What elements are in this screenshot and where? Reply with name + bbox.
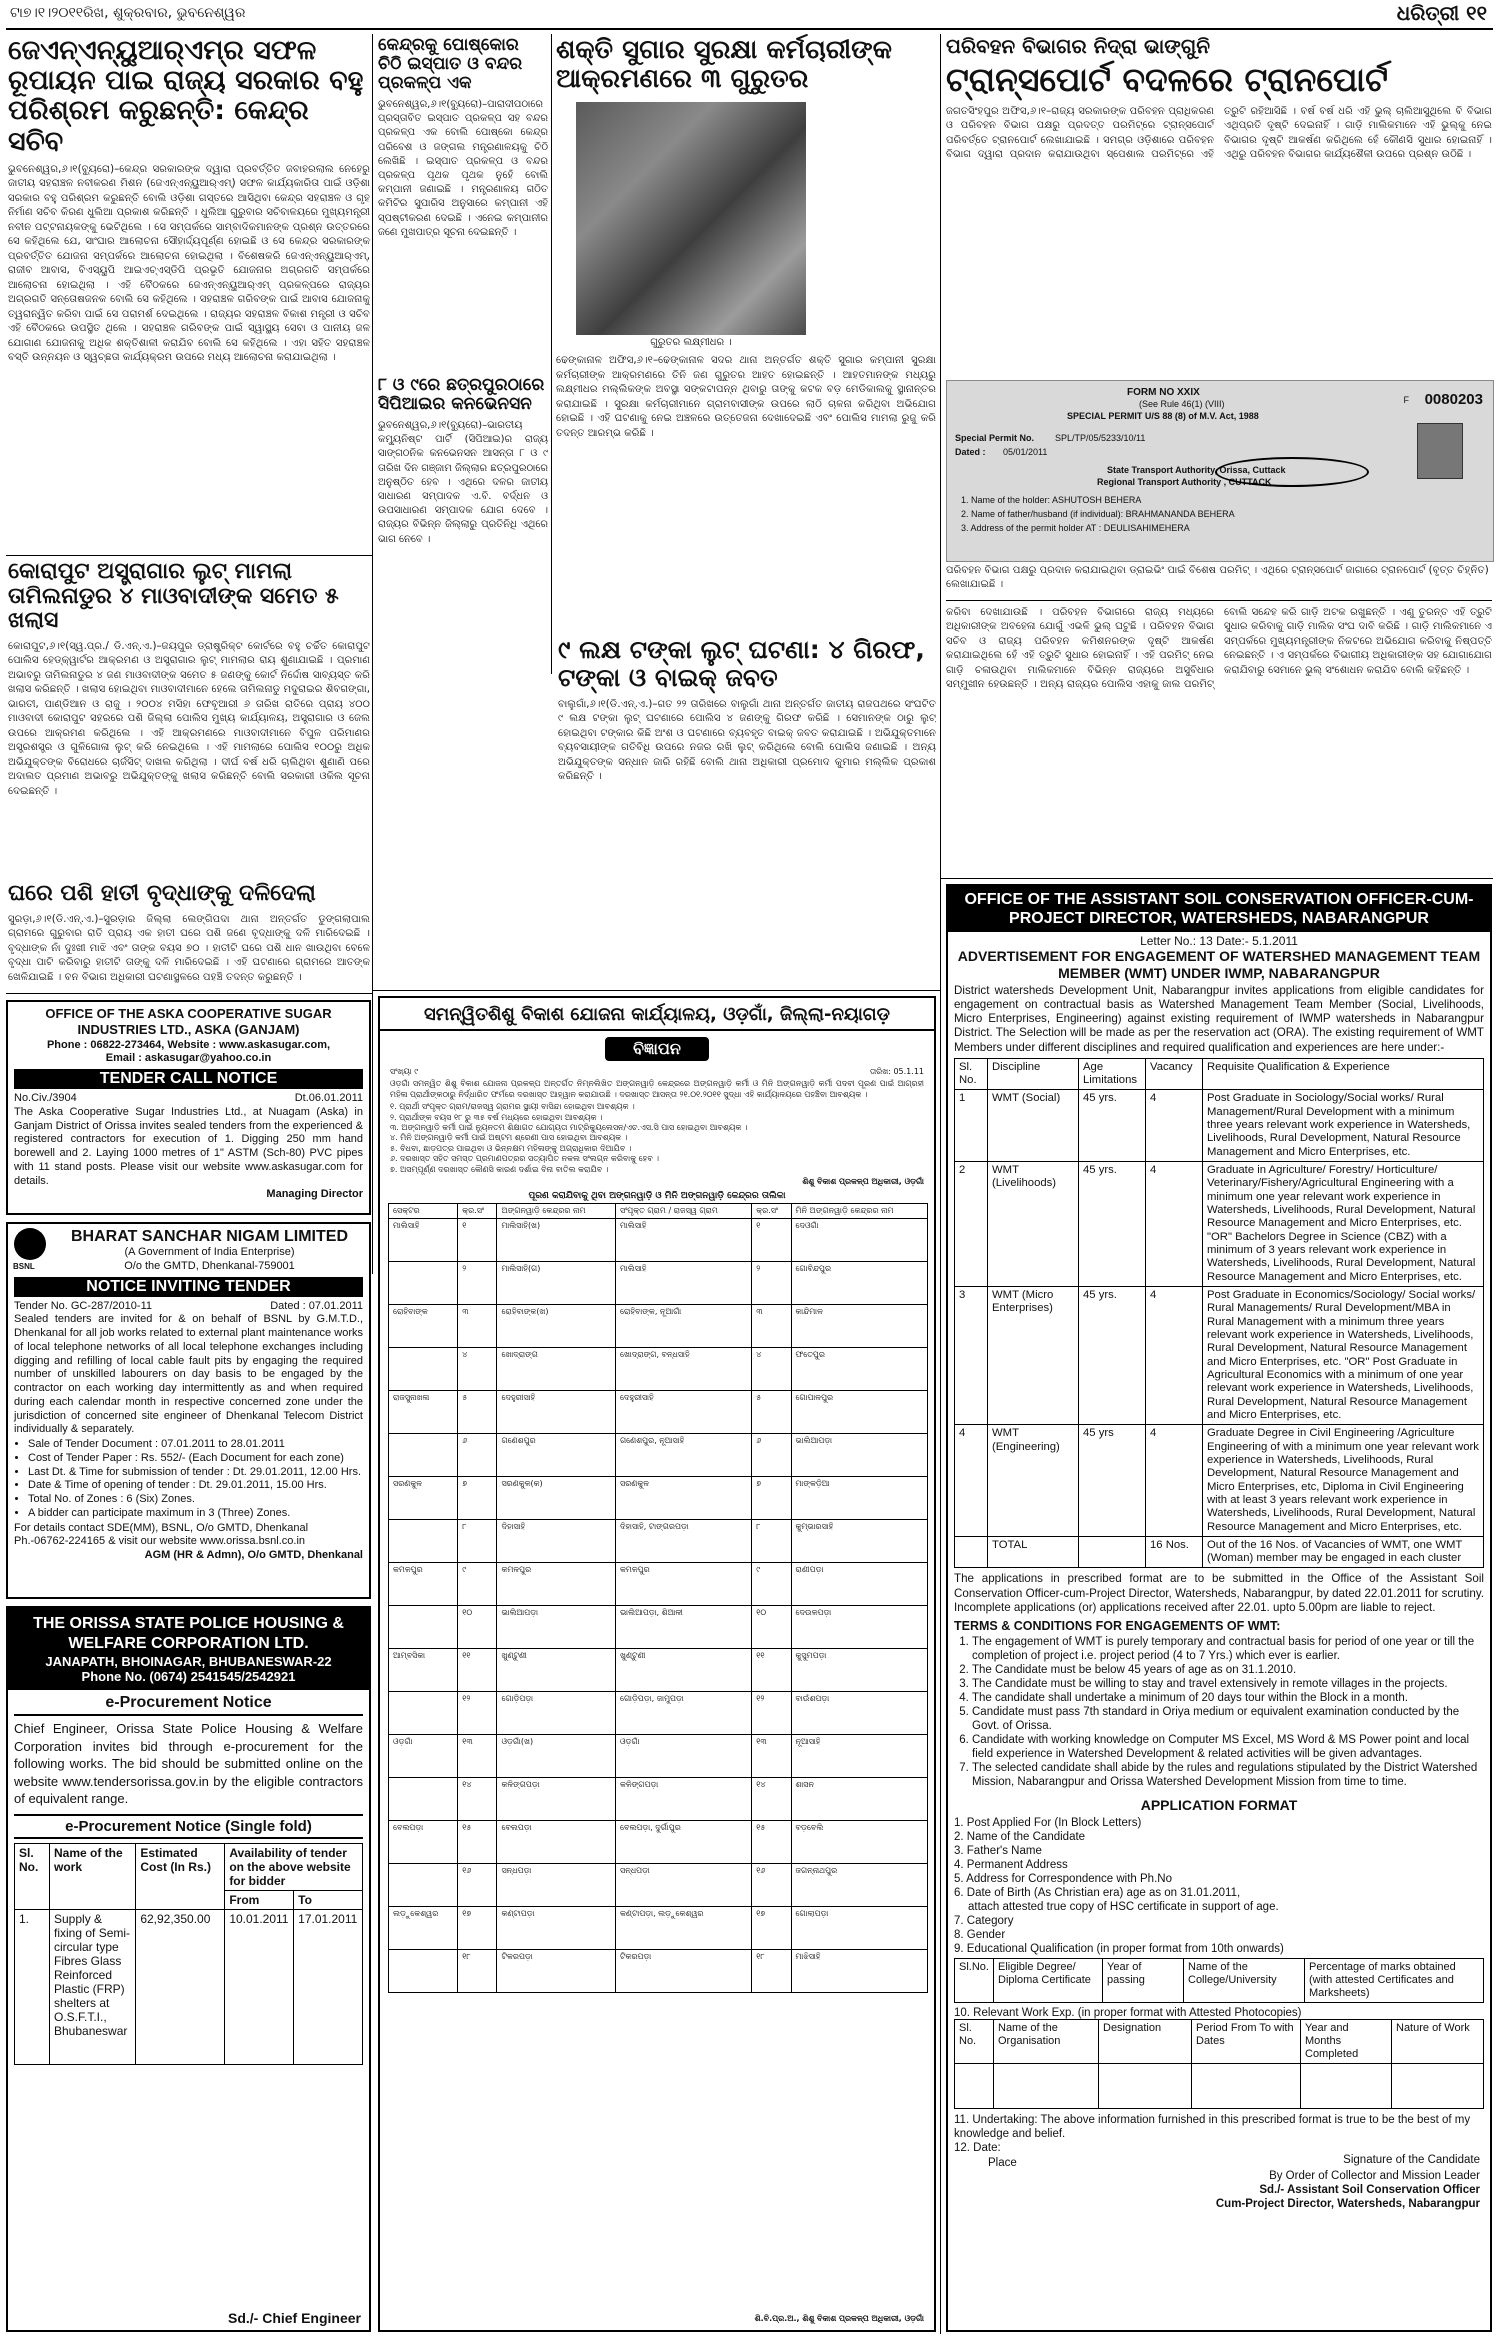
photo-injured-man — [576, 102, 806, 335]
table-row: ଲଡ଼ୁକେଶ୍ୱର ୧୭ କଣ୍ଟାପଡ଼ା କଣ୍ଟାପଡ଼ା, ଲଡ଼ୁକେଶ୍ୱର ୧୭ ଗୋଲାପଡ଼ା — [389, 1907, 928, 1950]
table-row: ୨ ମାଲିସାହି(ଗ) ମାଲିସାହି ୨ ଗୋବିନ୍ଦପୁର — [389, 1262, 928, 1305]
ad-intro: District watersheds Development Unit, Nabarangpur invites applications from eligible candidates for engagement on contractual basis as Watershed Management Team Member (Social, Livelihoods, Micro Enterprises, Engineering) against existing requirement of IWMP watersheds in Nabarangpur District. The Selection will be made as per the reservation act (ORA). The existing requirement of WMT Members under different disciplines and required qualification and experiences are here under:- — [954, 983, 1484, 1054]
ad-signatory: AGM (HR & Admn), O/o GMTD, Dhenkanal — [144, 1549, 363, 1561]
table-row: ୧୨ ଗୋଡ଼ିପଡ଼ା ଗୋଡ଼ିପଡ଼ା, ଜାମୁପଡ଼ା ୧୨ ବାଉଁଶପଡ଼ା — [389, 1692, 928, 1735]
list-item: ୧. ପ୍ରାର୍ଥୀ ସଂପୃକ୍ତ ଗ୍ରାମ/ରାଜସ୍ୱ ଗ୍ରାମର ସ୍ଥାୟୀ ବାସିନ୍ଦା ହୋଇଥିବା ଆବଶ୍ୟକ । — [390, 1102, 635, 1112]
header-from: From — [225, 1890, 294, 1909]
ad-ref: No.Civ./3904 — [14, 1092, 77, 1104]
ad-body: Sealed tenders are invited for & on behalf of BSNL by G.M.T.D., Dhenkanal for all job works related to external plant maintenance works of local telephone networks of all local telephone exchanges including digging and refilling of local cable fault pits by engaging the required number of unskilled labourers on day basis to be engaged by the contractor on each working day intermittently as and when required during each calendar month in respective concerned zone under the jurisdiction of concerned site engineer of Dhenkanal Telecom District individually & separately. — [14, 1313, 363, 1436]
article-body-top: ଜଗତସିଂହପୁର ଅଫିସ,୬।୧–ରାଜ୍ୟ ସରକାରଙ୍କ ପରିବହନ ପ୍ରାଧିକରଣ ଓ ପରିବହନ ବିଭାଗ ପକ୍ଷରୁ ପ୍ରଦତ୍ତ ପରମିଟ୍‌ରେ ଟ୍ରାନ୍ସପୋର୍ଟ ପରିବର୍ତ୍ତେ ଟ୍ରାନପୋର୍ଟ ଲେଖାଯାଇଛି । ସମଗ୍ର ଓଡ଼ିଶାରେ ପରିବହନ ବିଭାଗ ଦ୍ୱାରା ପ୍ରଦାନ କରାଯାଉଥିବା ସ୍ପେଶାଲ ପରମିଟ୍‌ରେ ଏହି ତ୍ରୁଟି ରହିଆସିଛି । ବର୍ଷ ବର୍ଷ ଧରି ଏହି ଭୁଲ୍‌ ଚାଲିଆସୁଥିଲେ ବି ବିଭାଗ ଏଥିପ୍ରତି ଦୃଷ୍ଟି ଦେଇନାହିଁ । ଗାଡ଼ି ମାଲିକମାନେ ଏହି ଭୁଲ୍‌କୁ ନେଇ ବିଭାଗର ଦୃଷ୍ଟି ଆକର୍ଷଣ କରିଥିଲେ ହେଁ କୌଣସି ସୁଧାର ହୋଇନାହିଁ । ଏଥିରୁ ପରିବହନ ବିଭାଗର କାର୍ଯ୍ୟଶୈଳୀ ଉପରେ ପ୍ରଶ୍ନ ଉଠିଛି । — [946, 105, 1492, 161]
ad-phone: Phone : 06822-273464, Website : www.askasugar.com, — [46, 1038, 331, 1051]
list-item: 3. Father's Name — [954, 1845, 1042, 1858]
permit-authority-regional: Regional Transport Authority , CUTTACK — [1097, 477, 1272, 487]
permit-holder-photo — [1417, 423, 1463, 479]
ad-address: JANAPATH, BHOINAGAR, BHUBANESWAR-22 — [45, 1654, 332, 1669]
list-item: attach attested true copy of HSC certificate in support of age. — [968, 1901, 1279, 1914]
headline: କୋରାପୁଟ ଅସ୍ତ୍ରାଗାର ଲୁଟ୍‌ ମାମଲା ତାମିଲନାଡୁର ୪ ମାଓବାଦୀଙ୍କ ସମେତ ୫ ଖଲାସ — [8, 559, 339, 634]
column-header: Sl. No. — [955, 2020, 994, 2064]
section-divider — [6, 555, 372, 556]
list-item: 7. The selected candidate shall abide by the rules and regulations stipulated by the District Watershed Mission, Nabarangpur and Orissa Watershed Development Mission from time to time. — [972, 1761, 1484, 1789]
table-row: ୧୪ କଳିଙ୍ଗପଡ଼ା କଳିଙ୍ଗପଡ଼ା ୧୪ ଶାସନ — [389, 1778, 928, 1821]
ad-badge: ବିଜ୍ଞାପନ — [605, 1037, 709, 1061]
permit-holder: 1. Name of the holder: ASHUTOSH BEHERA — [961, 495, 1142, 505]
permit-title: SPECIAL PERMIT U/S 88 (8) of M.V. Act, 1988 — [1067, 411, 1259, 421]
list-item: ୭. ଅସମ୍ପୂର୍ଣ୍ଣ ଦରଖାସ୍ତ କୌଣସି କାରଣ ଦର୍ଶାଇ ବିନା ବାତିଲ କରାଯିବ । — [390, 1164, 609, 1174]
list-item: 5. Address for Correspondence with Ph.No — [954, 1873, 1172, 1886]
bsnl-tender-ad — [6, 1222, 371, 1599]
permit-serial-prefix: F — [1403, 395, 1409, 405]
ad-body: The Aska Cooperative Sugar Industries Ltd., at Nuagam (Aska) in Ganjam District of Orissa invites sealed tenders from the experienced & registered contractors for execution of 1. Digging 250 mm hand borewell and 2. Laying 1000 metres of 1" ASTM (Sch-80) PVC pipes with 11 stand posts. Please visit our website www.askasugar.com for details. — [14, 1105, 363, 1187]
column-header: କ୍ର.ସଂ — [752, 1204, 791, 1219]
column-header: Period From To with Dates — [1192, 2020, 1301, 2064]
column-header: ଅଙ୍ଗନୱାଡ଼ି କେନ୍ଦ୍ରର ନାମ — [497, 1204, 616, 1219]
highlight-circle — [1215, 457, 1369, 487]
bsnl-logo — [14, 1228, 46, 1260]
notice-heading: e-Procurement Notice — [14, 1694, 363, 1716]
ad-footer-signatory: ଶି.ବି.ପ୍ର.ଅ., ଶିଶୁ ବିକାଶ ପ୍ରକଳ୍ପ ଅଧିକାରୀ, ଓଡ଼ଗାଁ — [754, 2313, 924, 2323]
table-row: ୧୬ ସନ୍ଧପଡ଼ା ସନ୍ଧପଡ଼ା ୧୬ ଜଗନ୍ନାଥପୁର — [389, 1864, 928, 1907]
aska-tender-ad — [6, 1000, 371, 1215]
table-row: ୬ ଗଣେଶପୁର ଗଣେଶପୁର, ନୂଆସାହି ୬ ଭାଲିଆପଡ଼ା — [389, 1434, 928, 1477]
article-transport-permit — [946, 34, 1492, 285]
list-item: 7. Category — [954, 1915, 1014, 1928]
order-line: By Order of Collector and Mission Leader — [1269, 2170, 1480, 2183]
list-item: • Date & Time of opening of tender : Dt. 29.01.2011, 15.00 Hrs. — [28, 1479, 363, 1493]
table-total-row: TOTAL 16 Nos. Out of the 16 Nos. of Vacancies of WMT, one WMT (Woman) member may be engaged in each cluster — [955, 1536, 1484, 1568]
list-item: 6. Date of Birth (As Christian era) age as on 31.01.2011, — [954, 1887, 1241, 1900]
ad-contact: For details contact SDE(MM), BSNL, O/o GMTD, Dhenkanal Ph.-06762-224165 & visit our website www.orissa.bsnl.co.in — [14, 1521, 309, 1548]
article-body-bottom: କରିବା ଦେଖାଯାଉଛି । ପରିବହନ ବିଭାଗରେ ରାଜ୍ୟ ମଧ୍ୟରେ ଅଧିକାରୀଙ୍କ ଅବହେଳା ଯୋଗୁଁ ଏଭଳି ଭୁଲ୍‌ ଘଟୁଛି । ପରିବହନ ବିଭାଗ ସଚିବ ଓ ରାଜ୍ୟ ପରିବହନ କମିଶନରଙ୍କ ଦୃଷ୍ଟି ଆକର୍ଷଣ କରାଯାଇଥିଲେ ହେଁ ଏହି ତ୍ରୁଟି ସୁଧାର ହୋଇନାହିଁ । ଏହି ପରମିଟ୍‌ ନେଇ ଗାଡ଼ି ଚଳାଉଥିବା ମାଲିକମାନେ ବିଭିନ୍ନ ରାଜ୍ୟରେ ଅସୁବିଧାର ସମ୍ମୁଖୀନ ହେଉଛନ୍ତି । ଅନ୍ୟ ରାଜ୍ୟର ପୋଲିସ ଏହାକୁ ଜାଲ ପରମିଟ୍‌ ବୋଲି ସନ୍ଦେହ କରି ଗାଡ଼ି ଅଟକ ରଖୁଛନ୍ତି । ଏଣୁ ତୁରନ୍ତ ଏହି ତ୍ରୁଟି ସୁଧାର କରିବାକୁ ଗାଡ଼ି ମାଲିକ ସଂଘ ଦାବି କରିଛି । ଗାଡ଼ି ମାଲିକମାନେ ଏ ସମ୍ପର୍କରେ ମୁଖ୍ୟମନ୍ତ୍ରୀଙ୍କ ନିକଟରେ ଅଭିଯୋଗ କରିବାକୁ ନିଷ୍ପତ୍ତି ନେଇଛନ୍ତି । ଏ ସମ୍ପର୍କରେ ବିଭାଗୀୟ ଅଧିକାରୀଙ୍କ ସହ ଯୋଗାଯୋଗ କରାଯିବାରୁ ସେମାନେ ଭୁଲ୍‌ ସଂଶୋଧନ କରାଯିବ ବୋଲି କହିଛନ୍ତି । — [946, 607, 1492, 691]
tender-table — [14, 1843, 363, 2065]
column-header: ସଂପୃକ୍ତ ଗ୍ରାମ / ରାଜସ୍ୱ ଗ୍ରାମ — [616, 1204, 752, 1219]
education-table — [954, 1958, 1484, 2003]
ad-date: Dt.06.01.2011 — [294, 1092, 363, 1104]
table-row: ୧୦ ଭାଲିଆପଡ଼ା ଭାଲିଆପଡ଼ା, ଶିଆଳୀ ୧୦ ଦେଉଳପଡ଼ା — [389, 1606, 928, 1649]
permit-address: 3. Address of the permit holder AT : DEULISAHIMEHERA — [961, 523, 1190, 533]
headline: କେନ୍ଦ୍ରକୁ ପୋଷ୍କୋର ଚିଠି ଇସ୍ପାତ ଓ ବନ୍ଦର ପ୍ରକଳ୍ପ ଏକ — [378, 35, 523, 94]
permit-no: SPL/TP/05/5233/10/11 — [1055, 433, 1146, 443]
terms-title: TERMS & CONDITIONS FOR ENGAGEMENTS OF WMT: — [954, 1618, 1281, 1633]
ad-phone: Phone No. (0674) 2541545/2542921 — [81, 1669, 296, 1684]
table-row: ରାଜସୁନାଖଳା ୫ ଦେହୁରୀସାହି ଦେହୁରୀସାହି ୫ ଗୋପାଳପୁର — [389, 1391, 928, 1434]
list-item: ୨. ପ୍ରାର୍ଥୀଙ୍କ ବୟସ ୧୮ ରୁ ୩୫ ବର୍ଷ ମଧ୍ୟରେ ହୋଇଥିବା ଆବଶ୍ୟକ । — [390, 1112, 603, 1122]
caption-divider — [946, 600, 1492, 601]
list-item: 3. The Candidate must be willing to stay and travel extensively in remote villages in the projects. — [972, 1677, 1484, 1691]
column-header: Year and Months Completed — [1301, 2020, 1392, 2064]
ad-rules — [380, 1102, 934, 1175]
ad-signatory: Sd./- Chief Engineer — [227, 2310, 361, 2326]
tender-details-list — [14, 1438, 363, 1521]
ad-ref: Tender No. GC-287/2010-11 — [14, 1299, 152, 1312]
ad-heading: ADVERTISEMENT FOR ENGAGEMENT OF WATERSHED MANAGEMENT TEAM MEMBER (WMT) UNDER IWMP, NABARANGPUR — [957, 948, 1481, 982]
article-cpi-convention — [378, 376, 548, 664]
column-divider — [940, 34, 941, 2334]
date-label: 12. Date: — [954, 2142, 1001, 2155]
article-body: ସୁରଡ଼ା,୬।୧(ଡି.ଏନ୍‌.ଏ.)–ସୁରଡ଼ାର ଜିଲ୍ଲା ଲେଙ୍ଗିପଦା ଥାନା ଅନ୍ତର୍ଗତ ଡୁଙ୍ଗଲାପାଲ ଗ୍ରାମରେ ଗୁରୁବାର ରାତି ପ୍ରାୟ ଏକ ହାତୀ ଘରେ ପଶି ଜଣେ ବୃଦ୍ଧାଙ୍କୁ ଦଳି ମାରିଦେଇଛି । ବୃଦ୍ଧାଙ୍କ ନାଁ ଦୁଃଖୀ ମାଝି ଏବଂ ତାଙ୍କ ବୟସ ୭୦ । ହାତୀଟି ଘରେ ପଶି ଧାନ ଖାଉଥିବା ବେଳେ ବୃଦ୍ଧା ପାଟି କରିବାରୁ ହାତୀଟି ତାଙ୍କୁ ଦଳି ମାରିଦେଇଛି । ଏହି ଘଟଣାରେ ଗ୍ରାମରେ ଆତଙ୍କ ଖେଳିଯାଇଛି । ବନ ବିଭାଗ ଅଧିକାରୀ ଘଟଣାସ୍ଥଳରେ ପହଞ୍ଚି ତଦନ୍ତ କରୁଛନ୍ତି । — [8, 913, 370, 983]
notice-banner: TENDER CALL NOTICE — [14, 1069, 363, 1089]
column-header: Nature of Work — [1392, 2020, 1484, 2064]
centre-table — [388, 1203, 928, 1993]
table-row: ରୋହିବାଙ୍କ ୩ ରୋହିବାଙ୍କ(ଖ) ରୋହିବାଙ୍କ, ନୂଆଗାଁ ୩ କାନ୍ଦିମାଳ — [389, 1305, 928, 1348]
notice-heading-single-fold: e-Procurement Notice (Single fold) — [14, 1814, 363, 1839]
table-row: 2 WMT (Livelihoods) 45 yrs. 4 Graduate in Agriculture/ Forestry/ Horticulture/ Veterinary/Fishery/Agricultural Engineering with a minimum one year relevant work experience in Watersheds, Livelihoods, Rural Development, Natural Resource Management and Micro Enterprises, etc. "OR" Bachelors Degree in Science (CBZ) with a minimum of 3 years relevant work experience in Watersheds, Livelihoods, Rural Development, Natural Resource Management and Micro Enterprises, etc. — [955, 1161, 1484, 1286]
masthead — [6, 0, 1493, 30]
header-sl: Sl. No. — [15, 1843, 50, 1909]
column-header: ସେକ୍ଟର — [389, 1204, 458, 1219]
list-item: 8. Gender — [954, 1929, 1006, 1942]
ad-signatory: Sd./- Assistant Soil Conservation Officer — [1259, 2184, 1480, 2197]
article-body: ଭୁବନେଶ୍ୱର,୬।୧(ବ୍ୟୁରୋ)–ଭାରତୀୟ କମ୍ୟୁନିଷ୍ଟ ପାର୍ଟି (ସିପିଆଇ)ର ରାଜ୍ୟ ସାଙ୍ଗଠନିକ କନଭେନସନ ଆସନ୍ତା ୮ ଓ ୯ ତାରିଖ ଦିନ ଗଞ୍ଜାମ ଜିଲ୍ଲାର ଛତ୍ରପୁରଠାରେ ଅନୁଷ୍ଠିତ ହେବ । ଏଥିରେ ଦଳର ଜାତୀୟ ସାଧାରଣ ସମ୍ପାଦକ ଏ.ବି. ବର୍ଦ୍ଧନ ଓ ଉପସାଧାରଣ ସମ୍ପାଦକ ଯୋଗ ଦେବେ । ରାଜ୍ୟର ବିଭିନ୍ନ ଜିଲ୍ଲାରୁ ପ୍ରତିନିଧି ଏଥିରେ ଭାଗ ନେବେ । — [378, 420, 548, 545]
section-divider — [6, 993, 372, 994]
bsnl-logo-text: BSNL — [13, 1262, 35, 1271]
column-header: Sl.No. — [955, 1959, 994, 2003]
header-cost: Estimated Cost (In Rs.) — [136, 1843, 225, 1909]
column-header: ମିନି ଅଙ୍ଗନୱାଡ଼ି କେନ୍ଦ୍ରର ନାମ — [791, 1204, 927, 1219]
list-item: • Cost of Tender Paper : Rs. 552/- (Each Document for each zone) — [28, 1452, 363, 1466]
list-item: 4. Permanent Address — [954, 1859, 1068, 1872]
permit-no-label: Special Permit No. — [955, 433, 1035, 443]
table-row: 3 WMT (Micro Enterprises) 45 yrs. 4 Post Graduate in Economics/Sociology/ Social works/ Rural Managements/ Rural Development/MBA in Rural Management with a minimum three years relevant work experience in Watersheds, Livelihoods, Rural Development, Natural Resource Management and Micro Enterprises, etc. "OR" Post Graduate in Agricultural Economics with a minimum of one year relevant work experience in Watersheds, Livelihoods, Rural Development, Natural Resource Management and Micro Enterprises, etc. — [955, 1286, 1484, 1424]
column-header: Requisite Qualification & Experience — [1203, 1058, 1484, 1090]
ad-intro: ଓଡ଼ଗାଁ ସମନ୍ୱିତ ଶିଶୁ ବିକାଶ ଯୋଜନା ପ୍ରକଳ୍ପ ଅନ୍ତର୍ଗତ ନିମ୍ନଲିଖିତ ଅଙ୍ଗନୱାଡ଼ି କେନ୍ଦ୍ରରେ ଅଙ୍ଗନୱାଡ଼ି କର୍ମୀ ଓ ମିନି ଅଙ୍ଗନୱାଡ଼ି କର୍ମୀ ପଦବୀ ପୂରଣ ପାଇଁ ଆଗ୍ରହୀ ମହିଳା ପ୍ରାର୍ଥୀଙ୍କଠାରୁ ନିର୍ଦ୍ଧାରିତ ଫର୍ମରେ ଦରଖାସ୍ତ ଆହ୍ୱାନ କରାଯାଉଛି । ଦରଖାସ୍ତ ଆସନ୍ତା ୨୧.୦୧.୨୦୧୧ ସୁଦ୍ଧା ଏହି କାର୍ଯ୍ୟାଳୟରେ ପହଞ୍ଚିବା ଆବଶ୍ୟକ । — [390, 1079, 924, 1099]
photo-caption: ଗୁରୁତର ଲକ୍ଷ୍ମୀଧର । — [650, 337, 732, 349]
police-housing-ad — [6, 1606, 371, 2332]
ad-body: Chief Engineer, Orissa State Police Housing & Welfare Corporation invites bid through e-procurement for the following works. The bid should be submitted online on the website www.tendersorissa.gov.in by the eligible contractors of equivalent range. — [14, 1721, 363, 1807]
terms-list — [954, 1635, 1484, 1789]
ad-signatory: ଶିଶୁ ବିକାଶ ପ୍ରକଳ୍ପ ଅଧିକାରୀ, ଓଡ଼ଗାଁ — [802, 1176, 924, 1186]
undertaking: 11. Undertaking: The above information furnished in this prescribed format is true to be the best of my knowledge and belief. — [954, 2114, 1471, 2141]
article-elephant — [8, 882, 370, 987]
list-item: 1. Post Applied For (In Block Letters) — [954, 1817, 1142, 1830]
column-header: Vacancy — [1146, 1058, 1203, 1090]
paper-name: ଧରିତ୍ରୀ — [1396, 1, 1460, 25]
section-divider — [373, 990, 940, 991]
headline: ଟ୍ରାନ୍ସପୋର୍ଟ ବଦଳରେ ଟ୍ରାନପୋର୍ଟ — [946, 60, 1388, 99]
column-header: Age Limitations — [1079, 1058, 1146, 1090]
permit-form-no: FORM NO XXIX — [1127, 387, 1200, 398]
article-shakti-sugar — [556, 36, 936, 469]
article-central-secretary — [8, 36, 370, 485]
article-body: ଭୁବନେଶ୍ୱର,୬।୧(ବ୍ୟୁରୋ)–ପାରାଦୀପଠାରେ ପ୍ରସ୍ତାବିତ ଇସ୍ପାତ ପ୍ରକଳ୍ପ ସହ ବନ୍ଦର ପ୍ରକଳ୍ପ ଏକ ବୋଲି ପୋଷ୍କୋ କେନ୍ଦ୍ର ପରିବେଶ ଓ ଜଙ୍ଗଲ ମନ୍ତ୍ରଣାଳୟକୁ ଚିଠି ଲେଖିଛି । ଇସ୍ପାତ ପ୍ରକଳ୍ପ ଓ ବନ୍ଦର ପ୍ରକଳ୍ପ ପୃଥକ ପୃଥକ ନୁହେଁ ବୋଲି କମ୍ପାନୀ ଜଣାଇଛି । ମନ୍ତ୍ରଣାଳୟ ଗଠିତ କମିଟିର ସୁପାରିସ ଅନୁସାରେ କମ୍ପାନୀ ଏହି ସ୍ପଷ୍ଟୀକରଣ ଦେଇଛି । ଏନେଇ କମ୍ପାନୀର ଜଣେ ମୁଖପାତ୍ର ସୂଚନା ଦେଇଛନ୍ତି । — [378, 99, 548, 238]
table-row: 1 WMT (Social) 45 yrs. 4 Post Graduate in Sociology/Social works/ Rural Management/Rural Development with a minimum three years relevant work experience in Watersheds, Livelihoods, Rural Development, Natural Resource Management and Micro Enterprises, etc. — [955, 1090, 1484, 1162]
list-item: 1. The engagement of WMT is purely temporary and contractual basis for period of one year or till the completion of project i.e. project period (4 to 7 Yrs.) which ever is earlier. — [972, 1635, 1484, 1663]
list-item: • A bidder can participate maximum in 3 (Three) Zones. — [28, 1507, 363, 1521]
ad-title: OFFICE OF THE ASSISTANT SOIL CONSERVATION OFFICER-CUM-PROJECT DIRECTOR, WATERSHEDS, NABARANGPUR — [948, 886, 1490, 932]
column-header: Name of the College/University — [1184, 1959, 1305, 2003]
ad-signatory: Managing Director — [266, 1188, 363, 1201]
header-to: To — [294, 1890, 363, 1909]
permit-father: 2. Name of father/husband (if individual): BRAHMANANDA BEHERA — [961, 509, 1235, 519]
article-body: କୋରାପୁଟ,୬।୧(ସ୍ୱ.ପ୍ର./ ଡି.ଏନ୍‌.ଏ.)–ଜୟପୁର ଡ୍ରାଷ୍ଟ୍ରିକ୍ଟ କୋର୍ଟରେ ବହୁ ଚର୍ଚ୍ଚିତ କୋରାପୁଟ ପୋଲିସ ହେଡ୍‌କ୍ୱାର୍ଟର ଆକ୍ରମଣ ଓ ଅସ୍ତ୍ରାଗାର ଲୁଟ୍‌ ମାମଲାର ରାୟ ଶୁଣାଯାଇଛି । ପ୍ରମାଣ ଅଭାବରୁ ତାମିଲନାଡୁର ୪ ଜଣ ମାଓବାଦୀଙ୍କ ସମେତ ୫ ଜଣଙ୍କୁ କୋର୍ଟ ନିର୍ଦ୍ଦୋଷ ସାବ୍ୟସ୍ତ କରି ଖଲାସ କରିଛନ୍ତି । ଖଲାସ ହୋଇଥିବା ମାଓବାଦୀମାନେ ହେଲେ ତାମିଲନାଡୁ ମଦୁରାଇର ଶିବଗଙ୍ଗା, ଭାରତୀ, ପାଣ୍ଡିଆନ ଓ ରାଜୁ । ୨୦୦୪ ମସିହା ଫେବୃଆରୀ ୬ ତାରିଖ ରାତିରେ ପ୍ରାୟ ୪୦୦ ମାଓବାଦୀ କୋରାପୁଟ ସହରରେ ପଶି ଜିଲ୍ଲା ପୋଲିସ ମୁଖ୍ୟ କାର୍ଯ୍ୟାଳୟ, ଅସ୍ତ୍ରାଗାର ଓ ଜେଲ ଉପରେ ଆକ୍ରମଣ କରିଥିଲେ । ଏହି ଆକ୍ରମଣରେ ମାଓବାଦୀମାନେ ବିପୁଳ ପରିମାଣର ଅସ୍ତ୍ରଶସ୍ତ୍ର ଓ ଗୁଳିଗୋଳା ଲୁଟ୍‌ କରି ନେଇଥିଲେ । ଏହି ମାମଲାରେ ପୋଲିସ ୧୦୦ରୁ ଅଧିକ ଅଭିଯୁକ୍ତଙ୍କ ବିରୋଧରେ ଚାର୍ଜସିଟ୍‌ ଦାଖଲ କରିଥିଲା । ଦୀର୍ଘ ବର୍ଷ ଧରି ଚାଲିଥିବା ଶୁଣାଣି ପରେ ଅଦାଲତ ପ୍ରମାଣ ଅଭାବରୁ ଅଭିଯୁକ୍ତଙ୍କୁ ଖଲାସ କରିଛନ୍ତି ବୋଲି ସରକାରୀ ଓକିଲ ସୂଚନା ଦେଇଛନ୍ତି । — [8, 640, 370, 797]
list-item: ୩. ଅଙ୍ଗନୱାଡ଼ି କର୍ମୀ ପାଇଁ ନ୍ୟୁନତମ ଶିକ୍ଷାଗତ ଯୋଗ୍ୟତା ମାଟ୍ରିକ୍ୟୁଲେସନ/ଏଚ.ଏସ.ସି ପାସ ହୋଇଥିବା ଆବଶ୍ୟକ । — [390, 1122, 748, 1132]
ad-letter: Letter No.: 13 Date:- 5.1.2011 — [1140, 934, 1298, 949]
list-item: ୬. ଦରଖାସ୍ତ ସହିତ ସମସ୍ତ ପ୍ରମାଣପତ୍ରର ସତ୍ୟାପିତ ନକଲ ସଂଲଗ୍ନ କରିବାକୁ ହେବ । — [390, 1154, 659, 1164]
permit-rule: (See Rule 46(1) (VIII) — [1139, 399, 1225, 409]
icds-vacancy-ad — [378, 996, 936, 2332]
place-label: Place — [988, 2157, 1017, 2170]
article-body: ଭୁବନେଶ୍ୱର,୬।୧(ବ୍ୟୁରୋ)–କେନ୍ଦ୍ର ସରକାରଙ୍କ ଦ୍ୱାରା ପ୍ରବର୍ତ୍ତିତ ଜବାହରଲାଲ ନେହେରୁ ଜାତୀୟ ସହରାଞ୍ଚଳ ନବୀକରଣ ମିଶନ (ଜେଏନ୍‌ଏନ୍‌ୟୁଆର୍‌ଏମ୍‌) ସଫଳ କାର୍ଯ୍ୟକାରିତା ପାଇଁ ଓଡ଼ିଶା ସରକାର ବହୁ ପରିଶ୍ରମ କରୁଛନ୍ତି ବୋଲି ଓଡ଼ିଶା ଗସ୍ତରେ ଆସିଥିବା କେନ୍ଦ୍ର ସହରାଞ୍ଚଳ ଓ ଗୃହ ନିର୍ମାଣ ସଚିବ କିରଣ ଧୁଲିଆ ପ୍ରକାଶ କରିଛନ୍ତି । ଧୁଲିଆ ଗୁରୁବାର ସଚିବାଳୟରେ ମୁଖ୍ୟମନ୍ତ୍ରୀ ନବୀନ ପଟ୍ଟନାୟକଙ୍କୁ ଭେଟିଥିଲେ । ସେ ସମ୍ପର୍କରେ ସାମ୍ବାଦିକମାନଙ୍କ ପ୍ରଶ୍ନ ଉତ୍ତରରେ ସେ କହିଥିଲେ ଯେ, ସାଂଘାର ଆଲୋଚନା ସୌହାର୍ଦ୍ଦ୍ୟପୂର୍ଣ୍ଣ ହୋଇଛି ଓ ସେ କେନ୍ଦ୍ର ସରକାରଙ୍କ ପ୍ରବର୍ତ୍ତିତ ଯୋଜନା ସମ୍ପର୍କରେ ଆଲୋଚନା ହୋଇଥିଲା । ବିଶେଷକରି ଜେଏନ୍‌ଏନ୍‌ୟୁଆର୍‌ଏମ୍‌, ରାଜୀବ ଆବାସ, ବିଏସ୍‌ୟୁପି ଆଇଏଚ୍‌ଏସ୍‌ଡିପି ପ୍ରଭୃତି ଯୋଜନାର ଅଗ୍ରଗତି ସମ୍ପର୍କରେ ଆଲୋଚନା ହୋଇଥିଲା । ଏହି ବୈଠକରେ ଜେଏନ୍‌ଏନ୍‌ୟୁଆର୍‌ଏମ୍‌ ପ୍ରକଳ୍ପରେ ରାଜ୍ୟର ଅଗ୍ରଗତି ସନ୍ତୋଷଜନକ ବୋଲି ସେ କହିଥିଲେ । ସହରାଞ୍ଚଳ ଗରିବଙ୍କ ପାଇଁ ଆବାସ ଯୋଜନାକୁ ତ୍ୱରାନ୍ୱିତ କରିବା ପାଇଁ ସେ ପରାମର୍ଶ ଦେଇଥିଲେ । ରାଜ୍ୟର ସହରାଞ୍ଚଳ ବିକାଶ ମନ୍ତ୍ରୀ ଓ ସଚିବ ଏହି ବୈଠକରେ ଉପସ୍ଥିତ ଥିଲେ । ସହରାଞ୍ଚଳ ଗରିବଙ୍କ ପାଇଁ ସ୍ୱାସ୍ଥ୍ୟ ସେବା ଓ ପାନୀୟ ଜଳ ଯୋଗାଣ ଯୋଜନାକୁ ଅଧିକ ଶକ୍ତିଶାଳୀ କରାଯିବ ବୋଲି ସେ କହିଥିଲେ । ଏହା ସହିତ ସହରାଞ୍ଚଳ ବସ୍ତି ଉନ୍ନୟନ ଓ ସ୍ୱଚ୍ଛତା କାର୍ଯ୍ୟକ୍ରମ ଉପରେ ମଧ୍ୟ ଆଲୋଚନା କରାଯାଇଥିଲା । — [8, 163, 370, 364]
table-row: ୪ ଖୋଦ୍ରାଙ୍ଗ ଖୋଦ୍ରାଙ୍ଗ, ବନ୍ଧସାହି ୪ ଫତେପୁର — [389, 1348, 928, 1391]
column-divider — [551, 34, 552, 674]
article-posco — [378, 36, 548, 363]
ad-applications: The applications in prescribed format are to be submitted in the Office of the Assistant Soil Conservation Officer-cum-Project Director, Watersheds, Nabarangpur, by dated 22.01.2011 for scrutiny. Incomplete applications (or) applications received after 22.01. upto 5.00pm are liable to reject. — [954, 1572, 1484, 1614]
ad-subtitle: (A Government of India Enterprise) — [124, 1246, 295, 1258]
list-item: • Total No. of Zones : 6 (Six) Zones. — [28, 1493, 363, 1507]
table-row: ଓଡ଼ଗାଁ ୧୩ ଓଡ଼ଗାଁ(ଖ) ଓଡ଼ଗାଁ ୧୩ ନୂଆସାହି — [389, 1735, 928, 1778]
ad-ref: ସଂଖ୍ୟା ୯ — [390, 1067, 419, 1076]
column-header: Eligible Degree/ Diploma Certificate — [994, 1959, 1103, 2003]
permit-authority: State Transport Authority, Orissa, Cuttack — [1107, 465, 1286, 475]
ad-title: THE ORISSA STATE POLICE HOUSING & WELFARE CORPORATION LTD. — [33, 1615, 344, 1652]
format-list — [954, 1816, 1484, 1956]
page-number: ୧୧ — [1466, 1, 1487, 25]
list-item: 4. The candidate shall undertake a minimum of 20 days tour within the Block in a month. — [972, 1691, 1484, 1705]
issue-date: ଟା୭।୧।୨୦୧୧ରିଖ, ଶୁକ୍ରବାର, ଭୁବନେଶ୍ୱର — [10, 5, 246, 21]
headline: ଘରେ ପଶି ହାତୀ ବୃଦ୍ଧାଙ୍କୁ ଦଳିଦେଲା — [8, 881, 316, 906]
list-item: ୪. ମିନି ଅଙ୍ଗନୱାଡ଼ି କର୍ମୀ ପାଇଁ ଅଷ୍ଟମ ଶ୍ରେଣୀ ପାସ ହୋଇଥିବା ଆବଶ୍ୟକ । — [390, 1133, 628, 1143]
vacancy-table — [954, 1058, 1484, 1569]
format-title: APPLICATION FORMAT — [1140, 1797, 1298, 1814]
ad-email: Email : askasugar@yahoo.co.in — [105, 1052, 272, 1065]
article-loot — [378, 636, 936, 926]
headline: ଶକ୍ତି ସୁଗାର ସୁରକ୍ଷା କର୍ମଚାରୀଙ୍କ ଆକ୍ରମଣରେ ୩ ଗୁରୁତର — [556, 35, 892, 95]
column-header: କ୍ର.ସଂ — [458, 1204, 497, 1219]
list-item: 9. Educational Qualification (in proper format from 10th onwards) — [954, 1943, 1284, 1956]
ad-date: ତାରିଖ: 05.1.11 — [869, 1067, 924, 1076]
table-row: ୧୮ ଟିକରପଡ଼ା ଟିକରପଡ଼ା ୧୮ ମାଝିସାହି — [389, 1950, 928, 1993]
ad-office: O/o the GMTD, Dhenkanal-759001 — [124, 1259, 295, 1272]
permit-photo-caption: ପରିବହନ ବିଭାଗ ପକ୍ଷରୁ ପ୍ରଦାନ କରାଯାଇଥିବା ଡ୍ରାଇଭିଂ ପାଇଁ ବିଶେଷ ପରମିଟ୍‌ । ଏଥିରେ ଟ୍ରାନ୍ସପୋର୍ଟ ଜାଗାରେ ଟ୍ରାନପୋର୍ଟ (ବୃତ୍ତ ଚିହ୍ନିତ) ଲେଖାଯାଇଛି । — [946, 565, 1489, 591]
list-item: • Last Dt. & Time for submission of tender : Dt. 29.01.2011, 12.00 Hrs. — [28, 1466, 363, 1480]
list-item: 6. Candidate with working knowledge on Computer MS Excel, MS Word & MS Power point and local field experience in Watershed Development & related activities will be given advantages. — [972, 1733, 1484, 1761]
permit-photo — [946, 380, 1494, 562]
list-item: 2. Name of the Candidate — [954, 1831, 1086, 1844]
kicker: ପରିବହନ ବିଭାଗର ନିଦ୍ରା ଭାଙ୍ଗୁନି — [946, 34, 1210, 58]
list-item: 5. Candidate must pass 7th standard in Oriya medium or equivalent examination conducted by the Govt. of Orissa. — [972, 1705, 1484, 1733]
ad-title: OFFICE OF THE ASKA COOPERATIVE SUGAR INDUSTRIES LTD., ASKA (GANJAM) — [45, 1006, 332, 1038]
experience-label: 10. Relevant Work Exp. (in proper format with Attested Photocopies) — [954, 2007, 1302, 2020]
table-row: ସରଣକୁଳ ୭ ସରଣକୁଳ(କ) ସରଣକୁଳ ୭ ମାଙ୍କଡ଼ିଆ — [389, 1477, 928, 1520]
table-row: କମଳପୁର ୯ କମଳପୁର କମଳପୁର ୯ ରାଣୀପଡ଼ା — [389, 1563, 928, 1606]
section-divider — [941, 878, 1493, 879]
notice-banner: NOTICE INVITING TENDER — [14, 1277, 363, 1297]
headline: ଜେଏନ୍‌ଏନ୍‌ୟୁଆର୍‌ଏମ୍‌ର ସଫଳ ରୂପାୟନ ପାଇ ରାଜ୍ୟ ସରକାର ବହୁ ପରିଶ୍ରମ କରୁଛନ୍ତି: କେନ୍ଦ୍ର ସଚିବ — [8, 35, 364, 157]
article-body: ବାଲୁଗାଁ,୬।୧(ଡି.ଏନ୍‌.ଏ.)–ଗତ ୨୨ ତାରିଖରେ ବାଲୁଗାଁ ଥାନା ଅନ୍ତର୍ଗତ ଜାତୀୟ ରାଜପଥରେ ସଂଘଟିତ ୯ ଲକ୍ଷ ଟଙ୍କା ଲୁଟ୍‌ ଘଟଣାରେ ପୋଲିସ ୪ ଜଣଙ୍କୁ ଗିରଫ କରିଛି । ସେମାନଙ୍କ ଠାରୁ ଲୁଟ୍‌ ହୋଇଥିବା ଟଙ୍କାର କିଛି ଅଂଶ ଓ ଘଟଣାରେ ବ୍ୟବହୃତ ବାଇକ୍‌ ଜବତ କରାଯାଇଛି । ଅଭିଯୁକ୍ତମାନେ ବ୍ୟବସାୟୀଙ୍କ ଗତିବିଧି ଉପରେ ନଜର ରଖି ଲୁଟ୍‌ କରିଥିଲେ ବୋଲି ପୋଲିସ ଜଣାଇଛି । ଅନ୍ୟ ଅଭିଯୁକ୍ତଙ୍କ ସନ୍ଧାନ ଜାରି ରହିଛି ବୋଲି ଥାନା ଅଧିକାରୀ ପ୍ରମୋଦ କୁମାର ମଲ୍ଲିକ ପ୍ରକାଶ କରିଛନ୍ତି । — [558, 699, 936, 783]
table-row: 1. Supply & fixing of Semi-circular type Fibres Glass Reinforced Plastic (FRP) shelters at O.S.F.T.I., Bhubaneswar 62,92,350.00 10.01.2011 17.01.2011 — [15, 1909, 363, 2064]
ad-date: Dated : 07.01.2011 — [270, 1299, 363, 1312]
table-row: 4 WMT (Engineering) 45 yrs 4 Graduate Degree in Civil Engineering /Agriculture Engineering of with a minimum one year relevant work experience in Watersheds, Livelihoods, Rural Development, Natural Resource Management and Micro Enterprises, etc, Diploma in Civil Engineering with at least 3 years relevant work experience in Watersheds, Livelihoods, Rural Development, Natural Resource Management and Micro Enterprises, etc. — [955, 1425, 1484, 1537]
table-row: ବେଲପଡ଼ା ୧୫ ବେଲପଡ଼ା ବେଲପଡ଼ା, ଦୁର୍ଗାପୁର ୧୫ ବଡ଼ବେଲି — [389, 1821, 928, 1864]
permit-dated-label: Dated : — [955, 447, 986, 457]
column-header: Discipline — [988, 1058, 1079, 1090]
ad-signatory-title: Cum-Project Director, Watersheds, Nabarangpur — [1215, 2198, 1480, 2211]
permit-serial: 0080203 — [1424, 391, 1483, 408]
headline: ୮ ଓ ୯ରେ ଛତ୍ରପୁରଠାରେ ସିପିଆଇର କନଭେନସନ — [378, 375, 545, 415]
ad-title: BHARAT SANCHAR NIGAM LIMITED — [70, 1228, 348, 1245]
column-header: Sl. No. — [955, 1058, 988, 1090]
table-row: ଆମ୍ବସିକା ୧୧ ଖୁଣ୍ଟୁଣୀ ଖୁଣ୍ଟୁଣୀ ୧୧ କୁସୁମପଡ଼ା — [389, 1649, 928, 1692]
headline: ୯ ଲକ୍ଷ ଟଙ୍କା ଲୁଟ୍‌ ଘଟଣା: ୪ ଗିରଫ, ଟଙ୍କା ଓ ବାଇକ୍‌ ଜବତ — [558, 635, 925, 692]
table-row: ୮ ଦିହାସାହି ଦିହାସାହି, ଟାଙ୍ଗରପଡ଼ା ୮ କୁମ୍ଭାରସାହି — [389, 1520, 928, 1563]
list-item: 2. The Candidate must be below 45 years of age as on 31.1.2010. — [972, 1663, 1484, 1677]
table-row: ମାଲିସାହି ୧ ମାଲିସାହି(ଖ) ମାଲିସାହି ୧ ଦେଓଗାଁ — [389, 1219, 928, 1262]
column-header: Name of the Organisation — [994, 2020, 1099, 2064]
wmt-recruitment-ad — [946, 884, 1492, 2332]
column-header: Year of passing — [1103, 1959, 1184, 2003]
experience-table — [954, 2019, 1484, 2109]
permit-dated: 05/01/2011 — [1003, 447, 1048, 457]
list-item: • Sale of Tender Document : 07.01.2011 to 28.01.2011 — [28, 1438, 363, 1452]
list-item: ୫. ବିଧବା, ଛାଡ଼ପତ୍ର ପାଇଥିବା ଓ ଭିନ୍ନକ୍ଷମ ମହିଳାଙ୍କୁ ଅଗ୍ରାଧିକାର ଦିଆଯିବ । — [390, 1143, 632, 1153]
signature-label: Signature of the Candidate — [1343, 2154, 1480, 2167]
header-name: Name of the work — [50, 1843, 136, 1909]
column-header: Designation — [1099, 2020, 1192, 2064]
table-title: ପୂରଣ କରାଯିବାକୁ ଥିବା ଅଙ୍ଗନୱାଡ଼ି ଓ ମିନି ଅଙ୍ଗନୱାଡ଼ି କେନ୍ଦ୍ରର ତାଲିକା — [528, 1191, 786, 1202]
header-availability: Availability of tender on the above website for bidder — [225, 1843, 363, 1890]
article-body: ଢେଙ୍କାନାଳ ଅଫିସ,୬।୧–ଢେଙ୍କାନାଳ ସଦର ଥାନା ଅନ୍ତର୍ଗତ ଶକ୍ତି ସୁଗାର କମ୍ପାନୀ ସୁରକ୍ଷା କର୍ମଚାରୀଙ୍କ ଆକ୍ରମଣରେ ତିନି ଜଣ ଗୁରୁତର ଆହତ ହୋଇଛନ୍ତି । ଆହତମାନଙ୍କ ମଧ୍ୟରୁ ଲକ୍ଷ୍ମୀଧର ମଲ୍ଲିକଙ୍କ ଅବସ୍ଥା ସଙ୍କଟାପନ୍ନ ଥିବାରୁ ତାଙ୍କୁ କଟକ ବଡ଼ ମେଡିକାଲକୁ ସ୍ଥାନାନ୍ତର କରାଯାଇଛି । ସୁରକ୍ଷା କର୍ମଚାରୀମାନେ ଗ୍ରାମବାସୀଙ୍କ ଉପରେ ଲାଠି ଚାଳନା କରିଥିବା ଅଭିଯୋଗ ହୋଇଛି । ଏହି ଘଟଣାକୁ ନେଇ ଅଞ୍ଚଳରେ ଉତ୍ତେଜନା ଦେଖାଦେଇଛି ଏବଂ ପୋଲିସ ମାମଲା ରୁଜୁ କରି ତଦନ୍ତ ଆରମ୍ଭ କରିଛି । — [556, 355, 936, 439]
ad-title: ସମନ୍ୱିତଶିଶୁ ବିକାଶ ଯୋଜନା କାର୍ଯ୍ୟାଳୟ, ଓଡ଼ଗାଁ, ଜିଲ୍ଲା-ନୟାଗଡ଼ — [380, 998, 934, 1031]
column-header: Percentage of marks obtained (with attested Certificates and Marksheets) — [1305, 1959, 1484, 2003]
column-divider — [372, 34, 373, 1274]
